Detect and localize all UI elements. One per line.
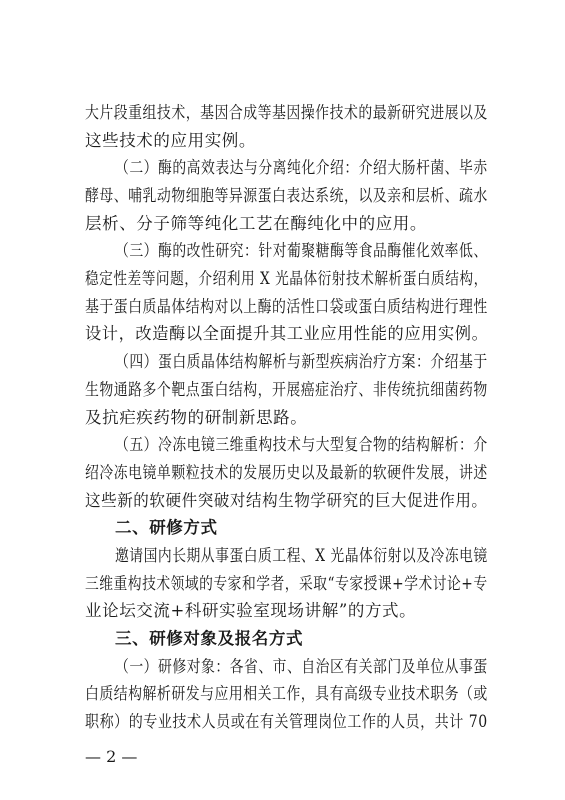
text-line: 基于蛋白质晶体结构对以上酶的活性口袋或蛋白质结构进行理性 [85,297,488,316]
text-line: 及抗疟疾药物的研制新思路。 [85,408,308,427]
text-line: 生物通路多个靶点蛋白结构，开展癌症治疗、非传统抗细菌药物 [85,380,488,399]
text-line: 这些新的软硬件突破对结构生物学研究的巨大促进作用。 [85,491,488,510]
text-line: 这些技术的应用实例。 [85,131,256,150]
text-line: 设计，改造酶以全面提升其工业应用性能的应用实例。 [85,324,489,343]
text-line: 绍冷冻电镜单颗粒技术的发展历史以及最新的软硬件发展，讲述 [85,463,488,482]
text-line: 层析、分子筛等纯化工艺在酶纯化中的应用。 [85,214,427,233]
text-line: （五）冷冻电镜三维重构技术与大型复合物的结构解析：介 [115,435,488,454]
text-line: 业论坛交流+科研实验室现场讲解”的方式。 [85,601,417,620]
page-number: — 2 — [85,747,138,766]
text-line: 白质结构解析研发与应用相关工作，具有高级专业技术职务（或 [85,684,488,703]
text-line: 邀请国内长期从事蛋白质工程、X 光晶体衍射以及冷冻电镜 [115,546,488,565]
text-line: 三维重构技术领域的专家和学者，采取“专家授课+学术讨论+专 [85,574,488,593]
text-line: （四）蛋白质晶体结构解析与新型疾病治疗方案：介绍基于 [115,352,488,371]
text-line: （一）研修对象：各省、市、自治区有关部门及单位从事蛋 [115,657,488,676]
text-line: 稳定性差等问题，介绍利用 X 光晶体衍射技术解析蛋白质结构， [85,269,488,288]
section-heading: 二、研修方式 [115,518,218,537]
text-line: （三）酶的改性研究：针对葡聚糖酶等食品酶催化效率低、 [115,241,488,260]
section-heading: 三、研修对象及报名方式 [115,629,304,648]
text-line: 职称）的专业技术人员或在有关管理岗位工作的人员，共计 70 [85,712,488,731]
text-line: 酵母、哺乳动物细胞等异源蛋白表达系统，以及亲和层析、疏水 [85,186,488,205]
text-line: 大片段重组技术，基因合成等基因操作技术的最新研究进展以及 [85,103,488,122]
text-line: （二）酶的高效表达与分离纯化介绍：介绍大肠杆菌、毕赤 [115,158,488,177]
